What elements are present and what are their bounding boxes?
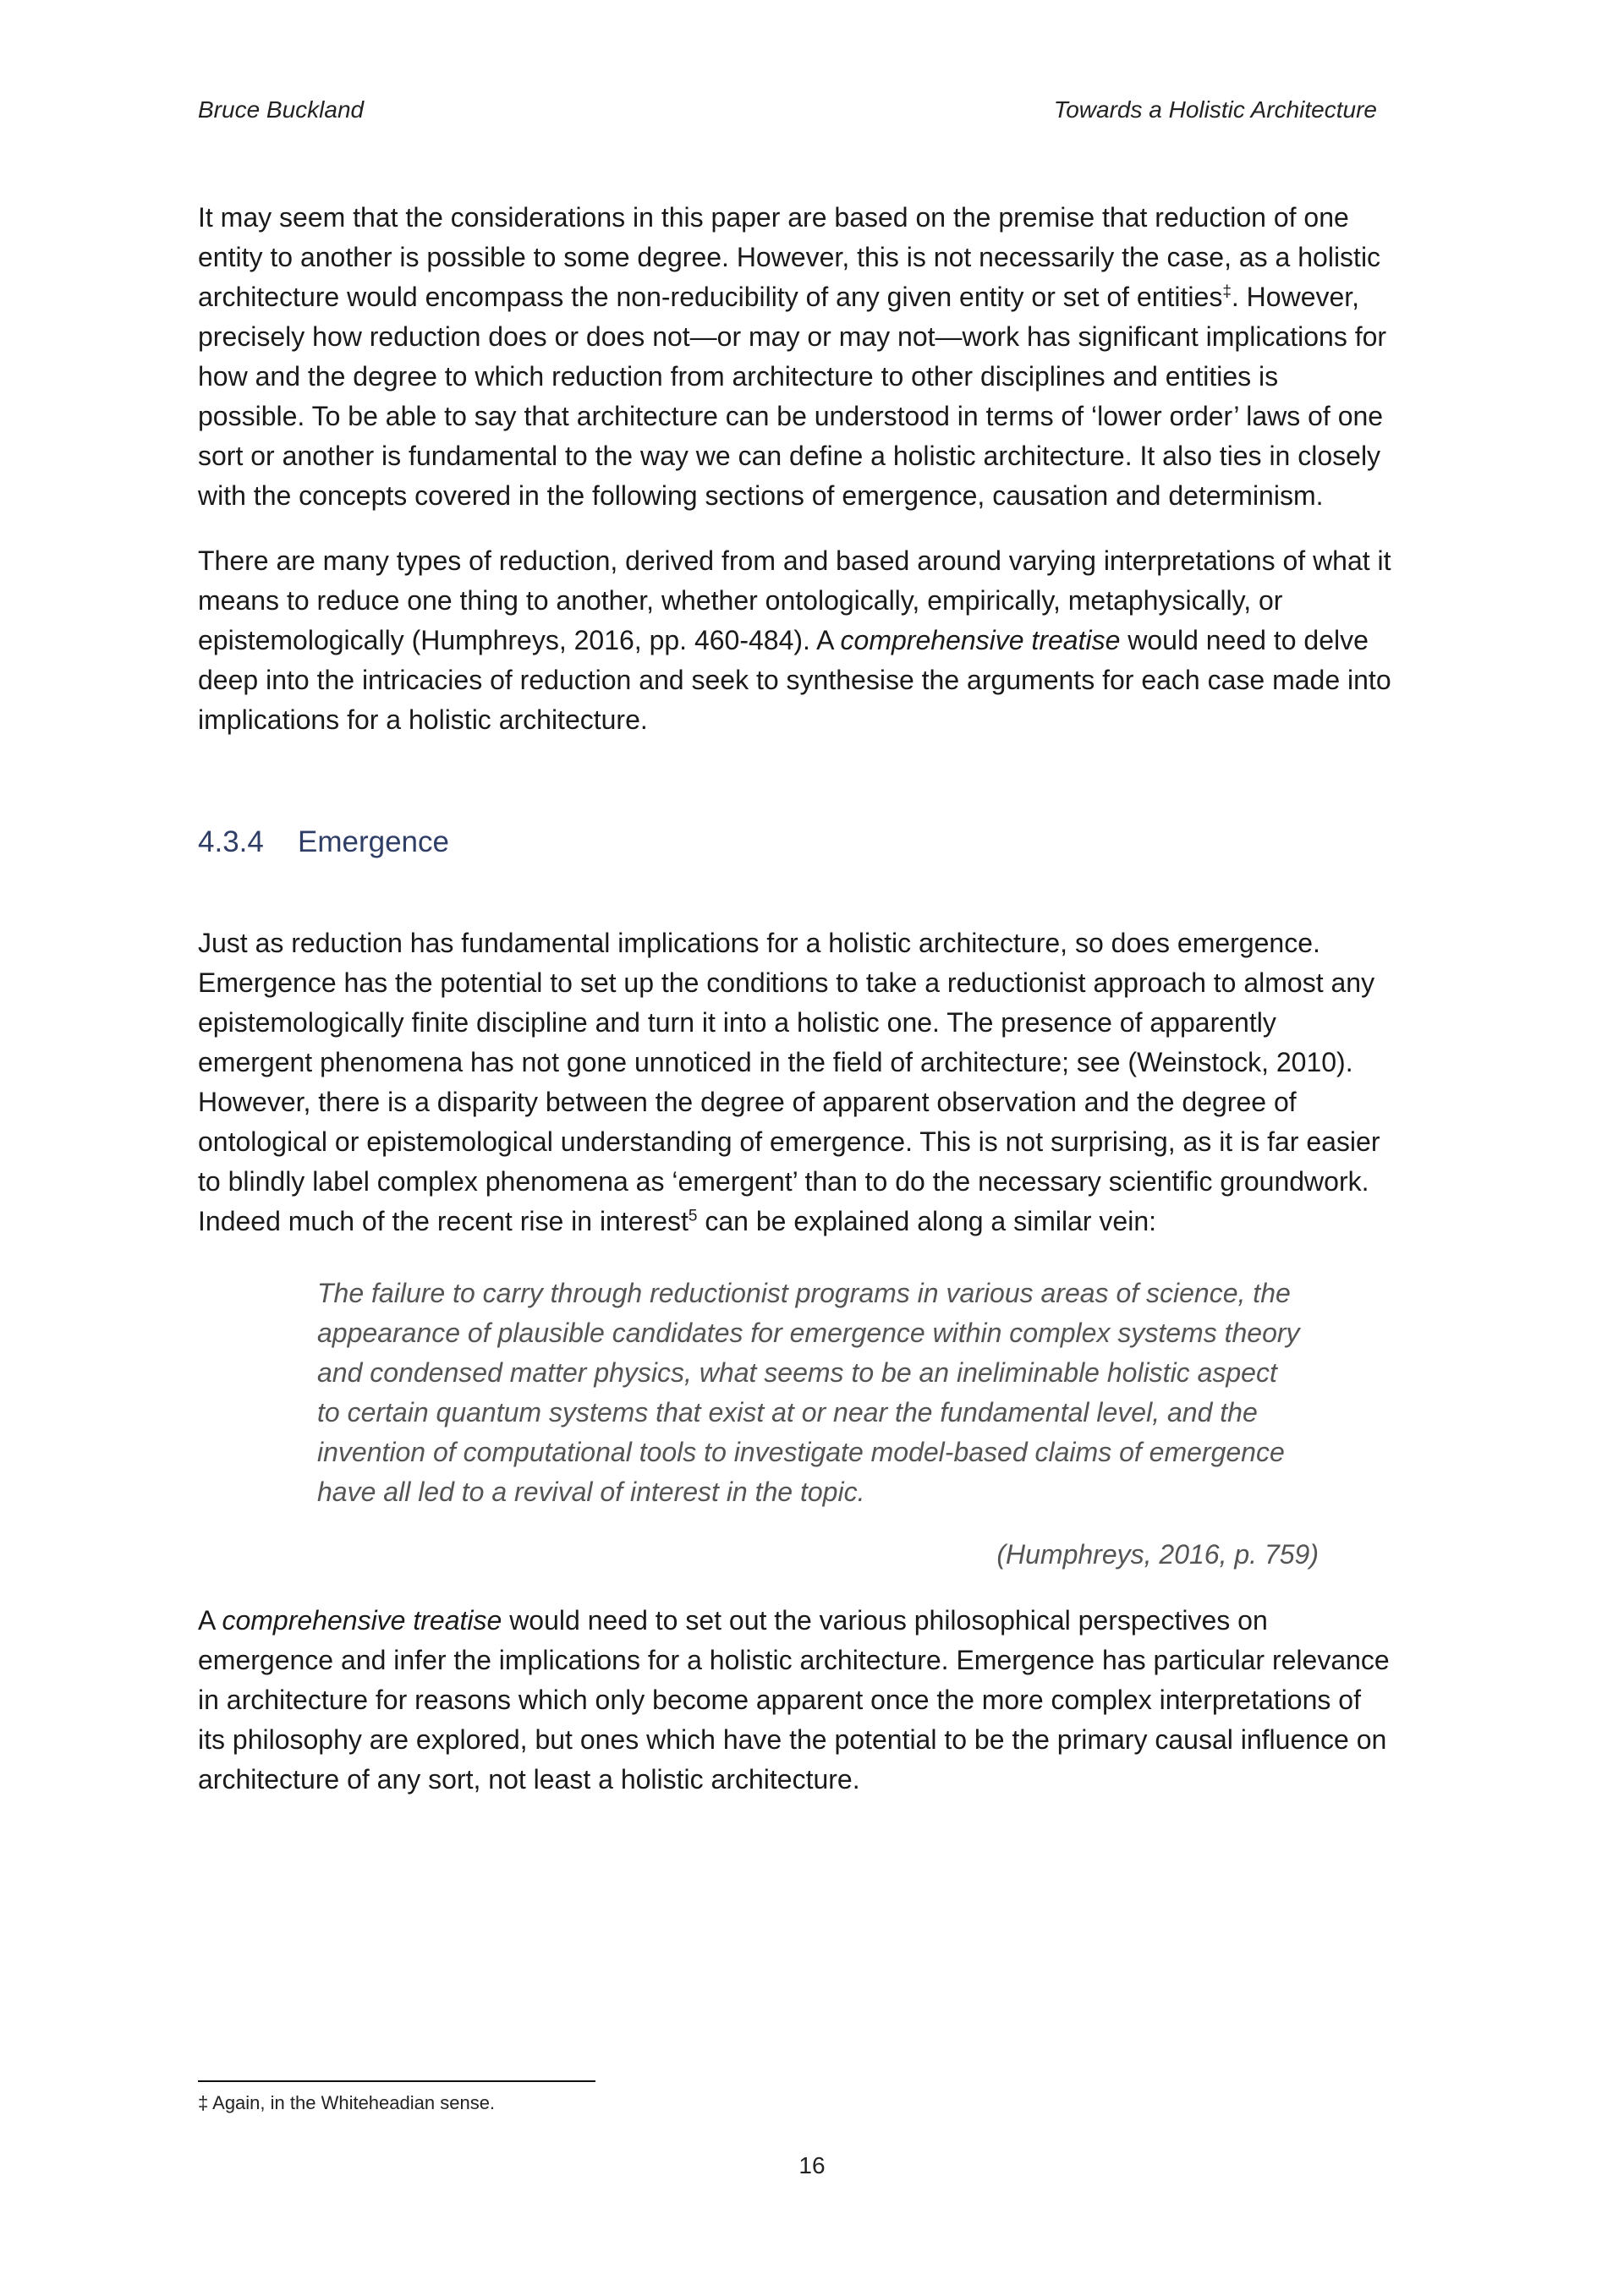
text-line: emergent phenomena has not gone unnoticed in the field of architecture; see (Weinstock, 2010). bbox=[198, 1047, 1353, 1077]
text-line: ontological or epistemological understanding of emergence. This is not surprising, as it is far easier bbox=[198, 1126, 1380, 1157]
text-line: implications for a holistic architecture. bbox=[198, 704, 648, 735]
quote-line: appearance of plausible candidates for emergence within complex systems theory bbox=[317, 1318, 1300, 1348]
page-number: 16 bbox=[798, 2152, 826, 2178]
paragraph-emergence bbox=[198, 923, 1450, 1241]
text-line: epistemologically finite discipline and turn it into a holistic one. The presence of apparently bbox=[198, 1007, 1276, 1038]
block-quote bbox=[317, 1274, 1366, 1512]
paragraph-comprehensive-treatise bbox=[198, 1601, 1450, 1800]
text-line: Just as reduction has fundamental implications for a holistic architecture, so does emergence. bbox=[198, 928, 1320, 958]
text-line: epistemologically (Humphreys, 2016, pp. 460-484). A comprehensive treatise would need to delve bbox=[198, 625, 1369, 655]
quote-line: The failure to carry through reductionist programs in various areas of science, the bbox=[317, 1278, 1291, 1308]
text-line: to blindly label complex phenomena as ‘emergent’ than to do the necessary scientific groundwork. bbox=[198, 1166, 1369, 1197]
header-author: Bruce Buckland bbox=[198, 96, 365, 123]
section-heading bbox=[198, 825, 449, 859]
text-line: There are many types of reduction, derived from and based around varying interpretations of what it bbox=[198, 545, 1391, 576]
footnote-reference[interactable]: ‡ bbox=[1222, 282, 1232, 301]
text-line: how and the degree to which reduction from architecture to other disciplines and entities is bbox=[198, 361, 1279, 392]
quote-line: have all led to a revival of interest in the topic. bbox=[317, 1477, 865, 1507]
running-header bbox=[198, 96, 1377, 123]
text-line: emergence and infer the implications for a holistic architecture. Emergence has particular relevance bbox=[198, 1645, 1390, 1675]
endnote-reference[interactable]: 5 bbox=[688, 1207, 698, 1225]
quote-citation: (Humphreys, 2016, p. 759) bbox=[996, 1539, 1319, 1570]
text-line: A comprehensive treatise would need to set out the various philosophical perspectives on bbox=[198, 1605, 1268, 1636]
text-line: It may seem that the considerations in this paper are based on the premise that reduction of one bbox=[198, 202, 1349, 233]
paragraph-reduction-premise bbox=[198, 198, 1450, 516]
quote-line: and condensed matter physics, what seems to be an ineliminable holistic aspect bbox=[317, 1357, 1277, 1388]
text-line: possible. To be able to say that architecture can be understood in terms of ‘lower order’ laws of one bbox=[198, 401, 1384, 431]
text-line: architecture would encompass the non-reducibility of any given entity or set of entities‡. However, bbox=[198, 282, 1360, 312]
text-line: in architecture for reasons which only become apparent once the more complex interpretations of bbox=[198, 1685, 1361, 1715]
header-title: Towards a Holistic Architecture bbox=[1053, 96, 1377, 123]
quote-line: to certain quantum systems that exist at or near the fundamental level, and the bbox=[317, 1397, 1258, 1427]
text-line: deep into the intricacies of reduction and seek to synthesise the arguments for each case made into bbox=[198, 665, 1391, 695]
footnote-divider bbox=[198, 2080, 595, 2082]
text-line: precisely how reduction does or does not—or may or may not—work has significant implications for bbox=[198, 321, 1387, 352]
text-line: means to reduce one thing to another, whether ontologically, empirically, metaphysically, or bbox=[198, 585, 1283, 616]
text-line: with the concepts covered in the following sections of emergence, causation and determinism. bbox=[198, 480, 1324, 511]
footnote-mark: ‡ bbox=[198, 2092, 209, 2113]
footnote-text: Again, in the Whiteheadian sense. bbox=[208, 2092, 496, 2113]
text-line: its philosophy are explored, but ones which have the potential to be the primary causal influence on bbox=[198, 1724, 1387, 1755]
paragraph-types-of-reduction bbox=[198, 541, 1450, 740]
text-line: sort or another is fundamental to the way we can define a holistic architecture. It also ties in closely bbox=[198, 441, 1381, 471]
text-line: entity to another is possible to some degree. However, this is not necessarily the case, as a holistic bbox=[198, 242, 1381, 272]
text-line: Indeed much of the recent rise in interest$^5$ can be explained along a similar vein: bbox=[198, 1206, 1156, 1236]
text-line: architecture of any sort, not least a holistic architecture. bbox=[198, 1764, 860, 1795]
text-line: However, there is a disparity between the degree of apparent observation and the degree of bbox=[198, 1087, 1297, 1117]
quote-line: invention of computational tools to investigate model-based claims of emergence bbox=[317, 1437, 1285, 1467]
section-title: Emergence bbox=[298, 825, 449, 858]
text-line: Emergence has the potential to set up the conditions to take a reductionist approach to almost any bbox=[198, 967, 1375, 998]
section-number: 4.3.4 bbox=[198, 825, 264, 858]
footnote bbox=[198, 2092, 495, 2114]
